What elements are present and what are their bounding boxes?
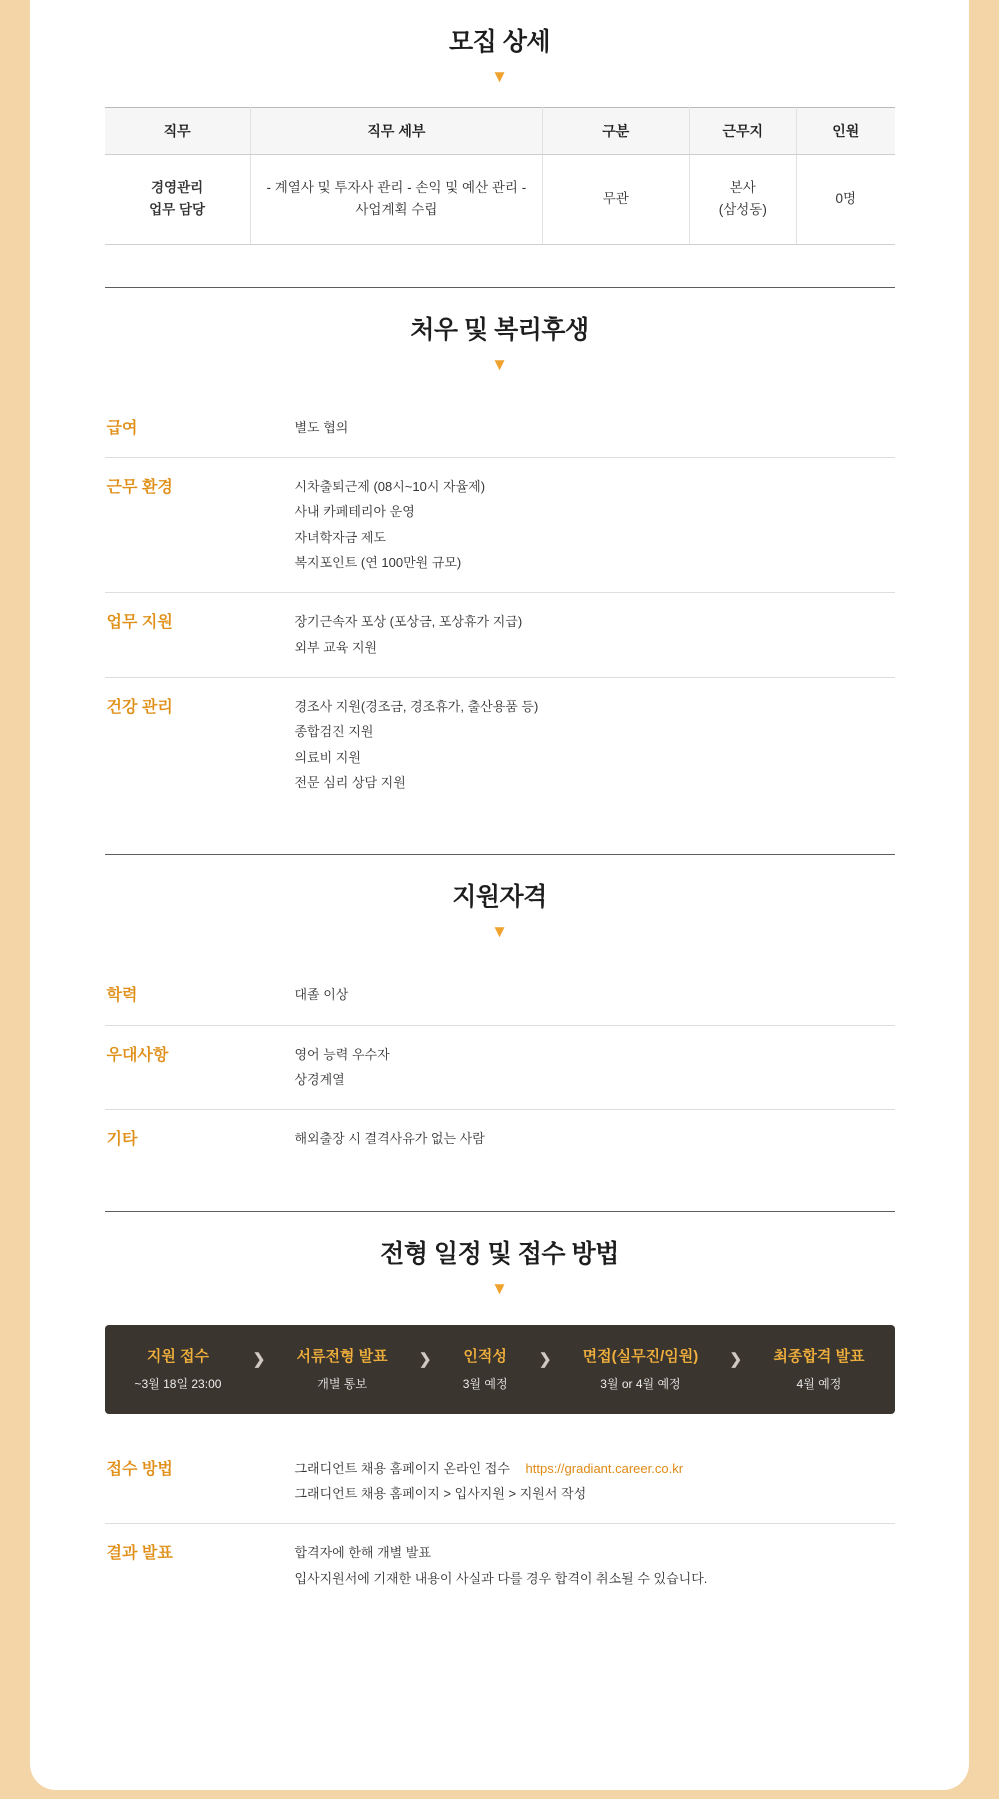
result-announce-desc <box>295 1540 895 1591</box>
list-item <box>105 1026 895 1111</box>
qualification-term: 학력 <box>106 987 138 1005</box>
desc-line: 전문 심리 상담 지원 <box>294 774 406 790</box>
desc-line: 대졸 이상 <box>294 987 349 1003</box>
desc-line: 장기근속자 포상 (포상금, 포상휴가 지급) <box>294 614 523 630</box>
benefit-desc <box>295 694 895 795</box>
benefit-term: 건강 관리 <box>106 698 173 716</box>
process-step <box>291 1345 394 1392</box>
list-item <box>105 1524 895 1608</box>
list-item <box>105 1110 895 1168</box>
qualification-desc <box>295 982 895 1007</box>
desc-line: 그래디언트 채용 홈페이지 > 입사지원 > 지원서 작성 <box>294 1486 587 1502</box>
step-sublabel: 4월 예정 <box>796 1376 842 1391</box>
qualification-term: 우대사항 <box>106 1046 169 1064</box>
column-header-duty: 직무 <box>105 108 251 155</box>
cell-type: 무관 <box>543 155 690 245</box>
benefit-desc <box>295 609 895 660</box>
page-title: 모집 상세 <box>448 28 551 56</box>
cell-location <box>689 155 796 245</box>
down-arrow-icon: ▼ <box>491 922 508 942</box>
desc-line: 복지포인트 (연 100만원 규모) <box>294 554 462 570</box>
down-arrow-icon: ▼ <box>491 354 508 374</box>
step-label: 면접(실무진/임원) <box>582 1347 699 1365</box>
column-header-location: 근무지 <box>689 108 796 155</box>
content-sheet <box>30 0 969 1790</box>
desc-line: 의료비 지원 <box>294 749 361 765</box>
duty-line: 경영관리 <box>151 180 204 195</box>
desc-line: 영어 능력 우수자 <box>294 1046 390 1062</box>
chevron-right-icon: ❯ <box>729 1351 743 1369</box>
section-header-recruit <box>105 0 895 85</box>
location-line: 본사 <box>729 180 756 195</box>
process-step <box>457 1345 514 1392</box>
process-step <box>129 1345 228 1392</box>
application-site-link[interactable]: https://gradiant.career.co.kr <box>525 1460 684 1476</box>
desc-line-with-link <box>295 1456 895 1481</box>
down-arrow-icon: ▼ <box>491 67 508 86</box>
chevron-right-icon: ❯ <box>252 1351 266 1369</box>
list-item <box>105 678 895 812</box>
detail-line: - 사업계획 수립 <box>355 180 527 218</box>
step-sublabel: 개별 통보 <box>317 1376 367 1391</box>
benefit-desc <box>295 474 895 575</box>
step-label: 인적성 <box>463 1347 507 1365</box>
benefits-list <box>105 399 895 813</box>
desc-line: 사내 카페테리아 운영 <box>294 504 415 520</box>
section-header-qualification <box>105 855 895 940</box>
result-announce-term: 결과 발표 <box>106 1545 173 1563</box>
benefit-term: 근무 환경 <box>106 478 173 496</box>
process-info-list <box>105 1440 895 1608</box>
desc-line: 합격자에 한해 개별 발표 <box>294 1545 431 1561</box>
step-sublabel: 3월 or 4월 예정 <box>600 1376 681 1391</box>
cell-duty <box>105 155 251 245</box>
step-sublabel: 3월 예정 <box>462 1376 508 1391</box>
recruit-detail-table <box>105 107 895 245</box>
desc-line: 별도 협의 <box>294 419 349 435</box>
qualification-term: 기타 <box>106 1131 138 1149</box>
benefit-desc <box>295 415 895 440</box>
duty-line: 업무 담당 <box>149 202 206 218</box>
desc-line: 자녀학자금 제도 <box>294 529 387 545</box>
benefit-term: 업무 지원 <box>106 614 173 632</box>
apply-method-desc <box>295 1456 895 1507</box>
desc-line: 입사지원서에 기재한 내용이 사실과 다를 경우 합격이 취소될 수 있습니다. <box>294 1570 708 1586</box>
cell-headcount: 0명 <box>796 155 894 245</box>
section-header-benefits <box>105 288 895 373</box>
section-title-qualification: 지원자격 <box>452 883 547 912</box>
location-line: (삼성동) <box>718 202 767 218</box>
section-title-benefits: 처우 및 복리후생 <box>410 315 589 344</box>
cell-duty-detail <box>250 155 542 245</box>
list-item <box>105 399 895 458</box>
process-step <box>767 1345 870 1392</box>
chevron-right-icon: ❯ <box>418 1351 432 1369</box>
list-item <box>105 593 895 678</box>
qualification-desc <box>295 1042 895 1093</box>
detail-line: - 계열사 및 투자사 관리 <box>266 180 404 195</box>
step-label: 서류전형 발표 <box>296 1347 388 1365</box>
chevron-right-icon: ❯ <box>538 1351 552 1369</box>
desc-line: 종합검진 지원 <box>294 724 374 740</box>
process-step <box>577 1345 705 1392</box>
column-header-duty-detail: 직무 세부 <box>250 108 542 155</box>
process-steps-bar <box>105 1325 895 1414</box>
table-row <box>105 155 895 245</box>
step-label: 최종합격 발표 <box>773 1347 865 1365</box>
step-sublabel: ~3월 18일 23:00 <box>134 1376 222 1391</box>
desc-line: 경조사 지원(경조금, 경조휴가, 출산용품 등) <box>294 698 539 714</box>
desc-line: 상경계열 <box>294 1072 345 1087</box>
down-arrow-icon: ▼ <box>491 1278 508 1298</box>
apply-method-text: 그래디언트 채용 홈페이지 온라인 접수 <box>294 1460 510 1476</box>
section-title-process: 전형 일정 및 접수 방법 <box>380 1239 619 1268</box>
column-header-headcount: 인원 <box>796 108 894 155</box>
detail-line: - 손익 및 예산 관리 <box>407 180 518 195</box>
list-item <box>105 966 895 1025</box>
desc-line: 외부 교육 지원 <box>294 639 378 655</box>
table-header-row <box>105 108 895 155</box>
desc-line: 해외출장 시 결격사유가 없는 사람 <box>294 1131 485 1147</box>
step-label: 지원 접수 <box>146 1347 210 1365</box>
list-item <box>105 458 895 593</box>
qualification-list <box>105 966 895 1168</box>
section-header-process <box>105 1212 895 1297</box>
apply-method-term: 접수 방법 <box>106 1460 173 1478</box>
desc-line: 시차출퇴근제 (08시~10시 자율제) <box>294 478 486 494</box>
benefit-term: 급여 <box>106 419 138 437</box>
qualification-desc <box>295 1126 895 1151</box>
column-header-type: 구분 <box>543 108 690 155</box>
list-item <box>105 1440 895 1525</box>
